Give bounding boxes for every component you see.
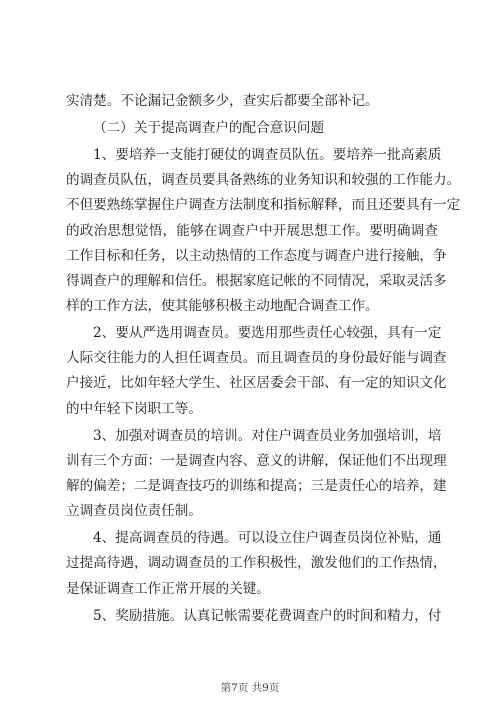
paragraph-item-4 xyxy=(66,526,447,602)
document-body xyxy=(66,89,461,629)
text-line: 的中年轻下岗职工等。 xyxy=(66,400,202,417)
text-line: 的政治思想觉悟，能够在调查户中开展思想工作。要明确调查 xyxy=(66,222,438,239)
paragraph-item-2 xyxy=(66,321,447,422)
text-line: 3、加强对调查员的培训。对住户调查员业务加强培训，培 xyxy=(93,427,442,444)
text-line: 1、要培养一支能打硬仗的调查员队伍。要培养一批高素质 xyxy=(93,146,442,163)
paragraph-continuation xyxy=(66,89,438,114)
text-line: 得调查户的理解和信任。根据家庭记帐的不同情况，采取灵活多 xyxy=(66,272,447,289)
text-line: 2、要从严选用调查员。要选用那些责任心较强，具有一定 xyxy=(93,325,442,342)
text-line: 过提高待遇，调动调查员的工作积极性，激发他们的工作热情， xyxy=(66,555,447,572)
section-heading-text: （二）关于提高调查户的配合意识问题 xyxy=(93,119,325,136)
paragraph-item-5 xyxy=(66,604,442,629)
text-line: 实清楚。不论漏记金额多少，查实后都要全部补记。 xyxy=(66,93,379,109)
text-line: 人际交往能力的人担任调查员。而且调查员的身份最好能与调查 xyxy=(66,350,447,367)
text-line: 4、提高调查员的待遇。可以设立住户调查员岗位补贴，通 xyxy=(93,530,442,547)
text-line: 的调查员队伍，调查员要具备熟练的业务知识和较强的工作能力。 xyxy=(66,172,461,189)
text-line: 工作目标和任务，以主动热情的工作态度与调查户进行接触，争 xyxy=(66,247,447,264)
paragraph-item-3 xyxy=(66,424,447,525)
text-line: 不但要熟练掌握住户调查方法制度和指标解释，而且还要具有一定 xyxy=(66,197,461,214)
text-line: 立调查员岗位责任制。 xyxy=(66,503,202,520)
text-line: 5、奖励措施。认真记帐需要花费调查户的时间和精力，付 xyxy=(93,607,442,624)
text-line: 训有三个方面：一是调查内容、意义的讲解，保证他们不出现理 xyxy=(66,452,447,469)
text-line: 解的偏差；二是调查技巧的训练和提高；三是责任心的培养，建 xyxy=(66,478,447,494)
page-number-footer: 第7页 共9页 xyxy=(220,682,280,694)
text-line: 户接近，比如年轻大学生、社区居委会干部、有一定的知识文化 xyxy=(66,375,447,392)
section-heading xyxy=(66,116,438,141)
paragraph-item-1 xyxy=(66,143,461,319)
text-line: 是保证调查工作正常开展的关键。 xyxy=(66,580,270,597)
text-line: 样的工作方法，使其能够积极主动地配合调查工作。 xyxy=(66,298,379,315)
